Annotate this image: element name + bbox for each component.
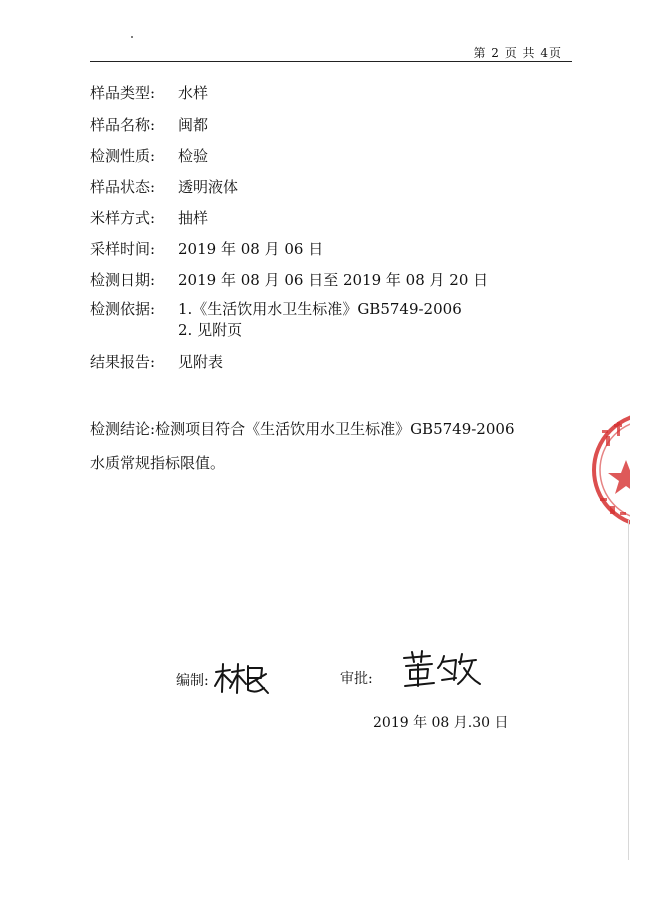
basis-line: 2. 见附页 — [178, 321, 243, 339]
scan-edge-line — [628, 520, 629, 860]
conclusion-label: 检测结论: — [90, 420, 156, 438]
field-label: 检测依据: — [90, 300, 156, 318]
header-rule — [90, 61, 572, 62]
field-label: 样品名称: — [90, 116, 156, 134]
page-number: 第 2 页 共 4页 — [473, 46, 562, 60]
field-label: 检测日期: — [90, 271, 156, 289]
field-label: 结果报告: — [90, 353, 156, 371]
field-value: 透明液体 — [178, 178, 239, 196]
conclusion-text-cont: 水质常规指标限值。 — [90, 454, 226, 472]
field-label: 采样时间: — [90, 240, 156, 258]
field-value: 抽样 — [178, 209, 209, 227]
field-sample-state — [90, 177, 238, 197]
conclusion-text: 检测项目符合《生活饮用水卫生标准》GB5749-2006 — [155, 420, 515, 438]
official-seal-stamp — [588, 400, 630, 540]
approver-label: 审批: — [340, 671, 373, 687]
field-value: 见附表 — [178, 353, 224, 371]
stamp-graphic — [588, 400, 630, 540]
field-label: 米样方式: — [90, 209, 156, 227]
field-label: 样品状态: — [90, 178, 156, 196]
basis-line: 1.《生活饮用水卫生标准》GB5749-2006 — [178, 300, 462, 318]
field-value: 水样 — [178, 84, 209, 102]
field-value: 2019 年 08 月 06 日 — [178, 240, 324, 258]
field-sample-type — [90, 83, 208, 103]
field-value: 检验 — [178, 147, 209, 165]
field-sample-name — [90, 115, 208, 135]
compiler-signature-strokes — [212, 660, 272, 700]
scan-speck — [131, 36, 133, 38]
field-sampling-time — [90, 239, 323, 259]
report-date: 2019 年 08 月.30 日 — [373, 715, 509, 731]
compiler-label: 编制: — [176, 673, 209, 689]
field-value: 闽都 — [178, 116, 209, 134]
field-test-basis — [90, 299, 462, 341]
field-value: 2019 年 08 月 06 日至 2019 年 08 月 20 日 — [178, 271, 489, 289]
field-result-report — [90, 352, 223, 372]
field-sampling-method — [90, 208, 208, 228]
field-test-nature — [90, 146, 208, 166]
test-conclusion — [90, 412, 560, 480]
field-test-date — [90, 270, 488, 290]
field-label: 样品类型: — [90, 84, 156, 102]
field-label: 检测性质: — [90, 147, 156, 165]
approver-signature-strokes — [402, 650, 482, 690]
field-value — [178, 299, 462, 341]
